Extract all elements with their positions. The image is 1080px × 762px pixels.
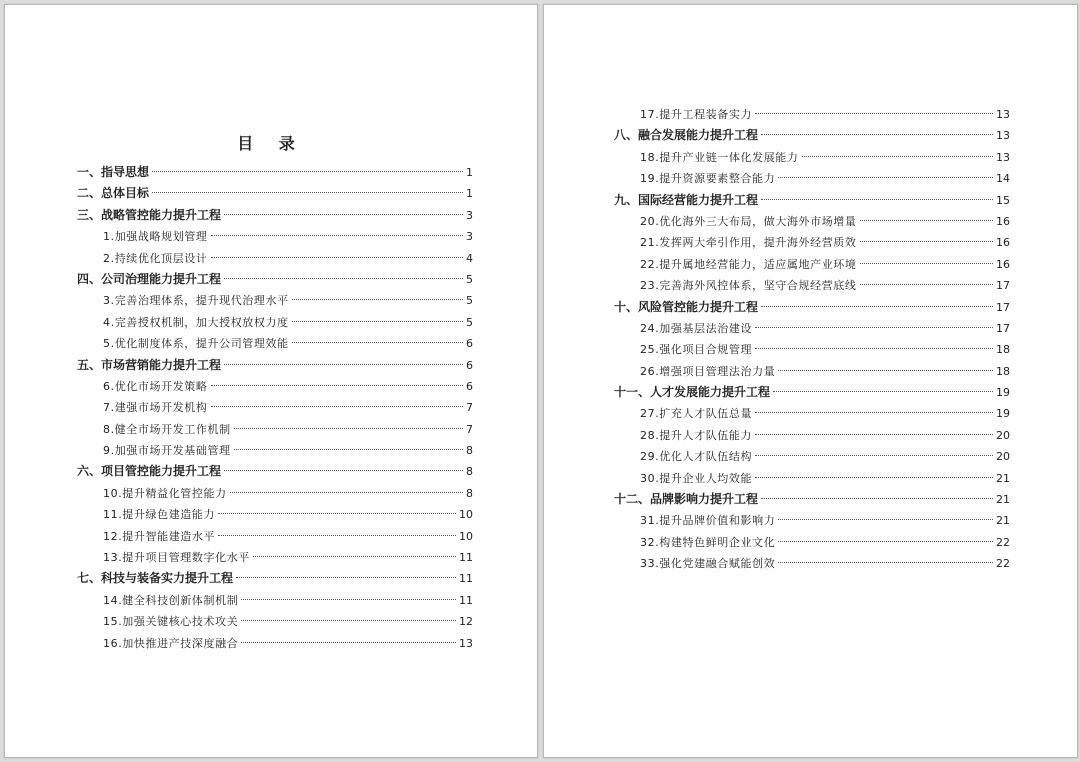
toc-page-number: 18 (996, 343, 1010, 357)
toc-page-number: 6 (466, 337, 473, 351)
toc-page-number: 5 (466, 294, 473, 308)
toc-subentry[interactable] (614, 232, 1010, 253)
toc-subentry[interactable] (77, 611, 473, 632)
toc-subentry[interactable] (77, 633, 473, 654)
toc-subentry[interactable] (614, 361, 1010, 382)
toc-page-number: 10 (459, 508, 473, 522)
dot-leader (236, 577, 456, 578)
toc-entry-label: 十、风险管控能力提升工程 (614, 299, 759, 314)
left-page (4, 4, 538, 758)
dot-leader (761, 306, 993, 307)
dot-leader (761, 134, 993, 135)
toc-entry-label: 13.提升项目管理数字化水平 (103, 551, 250, 565)
dot-leader (778, 562, 993, 563)
toc-entry-label: 29.优化人才队伍结构 (640, 450, 753, 464)
toc-page-number: 6 (466, 358, 473, 372)
dot-leader (292, 299, 463, 300)
dot-leader (755, 412, 993, 413)
toc-entry-label: 六、项目管控能力提升工程 (77, 464, 222, 479)
toc-entry-label: 33.强化党建融合赋能创效 (640, 557, 776, 571)
toc-subentry[interactable] (77, 376, 473, 397)
toc-page-number: 17 (996, 321, 1010, 335)
dot-leader (755, 477, 993, 478)
dot-leader (802, 156, 994, 157)
toc-page-number: 20 (996, 450, 1010, 464)
toc-page-number: 11 (459, 551, 473, 565)
toc-subentry[interactable] (77, 526, 473, 547)
toc-entry-label: 12.提升智能建造水平 (103, 529, 216, 543)
toc-page-number: 11 (459, 593, 473, 607)
toc-subentry[interactable] (614, 403, 1010, 424)
toc-subentry[interactable] (614, 254, 1010, 275)
dot-leader (234, 428, 463, 429)
toc-subentry[interactable] (614, 211, 1010, 232)
toc-page-number: 16 (996, 214, 1010, 228)
toc-page-number: 22 (996, 557, 1010, 571)
toc-page-number: 19 (996, 386, 1010, 400)
toc-subentry[interactable] (614, 339, 1010, 360)
toc-subentry[interactable] (77, 290, 473, 311)
toc-entry-label: 26.增强项目管理法治力量 (640, 364, 776, 378)
toc-entry-label: 九、国际经营能力提升工程 (614, 192, 759, 207)
toc-page-number: 20 (996, 428, 1010, 442)
toc-page-number: 21 (996, 471, 1010, 485)
toc-entry-label: 19.提升资源要素整合能力 (640, 172, 776, 186)
dot-leader (211, 406, 464, 407)
toc-entry-label: 6.优化市场开发策略 (103, 379, 208, 393)
toc-list-left (77, 162, 473, 654)
toc-entry-label: 七、科技与装备实力提升工程 (77, 571, 234, 586)
dot-leader (230, 492, 463, 493)
toc-page-number: 13 (996, 150, 1010, 164)
toc-page-number: 21 (996, 493, 1010, 507)
toc-subentry[interactable] (77, 248, 473, 269)
toc-section[interactable] (77, 355, 473, 376)
toc-section[interactable] (614, 489, 1010, 510)
toc-page-number: 6 (466, 379, 473, 393)
toc-subentry[interactable] (77, 226, 473, 247)
dot-leader (778, 370, 993, 371)
toc-subentry[interactable] (614, 532, 1010, 553)
toc-subentry[interactable] (614, 468, 1010, 489)
toc-section[interactable] (614, 125, 1010, 146)
toc-subentry[interactable] (77, 419, 473, 440)
dot-leader (211, 235, 464, 236)
toc-entry-label: 32.构建特色鲜明企业文化 (640, 535, 776, 549)
toc-entry-label: 15.加强关键核心技术攻关 (103, 615, 239, 629)
toc-page-number: 1 (466, 166, 473, 179)
dot-leader (755, 113, 993, 114)
toc-entry-label: 25.强化项目合规管理 (640, 343, 753, 357)
toc-page-number: 11 (459, 572, 473, 586)
toc-subentry[interactable] (614, 446, 1010, 467)
toc-page-number: 3 (466, 230, 473, 244)
toc-entry-label: 十一、人才发展能力提升工程 (614, 385, 771, 400)
dot-leader (761, 498, 993, 499)
toc-section[interactable] (77, 461, 473, 482)
toc-page-number: 7 (466, 422, 473, 436)
toc-page-number: 5 (466, 272, 473, 286)
toc-entry-label: 23.完善海外风控体系，坚守合规经营底线 (640, 279, 857, 293)
toc-entry-label: 9.加强市场开发基础管理 (103, 444, 231, 458)
toc-entry-label: 30.提升企业人均效能 (640, 471, 753, 485)
toc-subentry[interactable] (77, 547, 473, 568)
toc-page-number: 14 (996, 172, 1010, 186)
dot-leader (218, 513, 456, 514)
toc-page-number: 1 (466, 187, 473, 201)
dot-leader (860, 241, 994, 242)
toc-page-number: 8 (466, 444, 473, 458)
toc-subentry[interactable] (77, 590, 473, 611)
dot-leader (152, 192, 463, 193)
toc-section[interactable] (77, 269, 473, 290)
toc-page-number: 22 (996, 535, 1010, 549)
dot-leader (292, 342, 463, 343)
dot-leader (773, 391, 993, 392)
toc-page-number: 16 (996, 236, 1010, 250)
dot-leader (224, 278, 463, 279)
toc-entry-label: 14.健全科技创新体制机制 (103, 593, 239, 607)
toc-section[interactable] (77, 162, 473, 183)
toc-entry-label: 四、公司治理能力提升工程 (77, 271, 222, 286)
toc-entry-label: 18.提升产业链一体化发展能力 (640, 150, 799, 164)
toc-subentry[interactable] (614, 510, 1010, 531)
dot-leader (234, 449, 463, 450)
dot-leader (860, 263, 994, 264)
toc-section[interactable] (77, 205, 473, 226)
dot-leader (224, 214, 463, 215)
toc-section[interactable] (614, 382, 1010, 403)
toc-entry-label: 2.持续优化顶层设计 (103, 251, 208, 265)
toc-page-number: 10 (459, 529, 473, 543)
toc-page-number: 7 (466, 401, 473, 415)
dot-leader (211, 257, 464, 258)
dot-leader (778, 177, 993, 178)
toc-page-number: 8 (466, 465, 473, 479)
toc-section[interactable] (77, 183, 473, 204)
toc-page-number: 12 (459, 615, 473, 629)
toc-entry-label: 31.提升品牌价值和影响力 (640, 514, 776, 528)
dot-leader (253, 556, 456, 557)
toc-subentry[interactable] (614, 104, 1010, 125)
toc-page-number: 15 (996, 193, 1010, 207)
toc-page-number: 17 (996, 279, 1010, 293)
dot-leader (755, 327, 993, 328)
dot-leader (755, 455, 993, 456)
toc-entry-label: 三、战略管控能力提升工程 (77, 207, 222, 222)
dot-leader (152, 171, 463, 172)
toc-subentry[interactable] (77, 440, 473, 461)
toc-subentry[interactable] (77, 333, 473, 354)
toc-entry-label: 一、指导思想 (77, 165, 150, 179)
toc-entry-label: 24.加强基层法治建设 (640, 321, 753, 335)
toc-subentry[interactable] (614, 318, 1010, 339)
dot-leader (241, 620, 456, 621)
toc-subentry[interactable] (614, 553, 1010, 574)
toc-entry-label: 1.加强战略规划管理 (103, 230, 208, 244)
dot-leader (241, 599, 456, 600)
toc-subentry[interactable] (614, 147, 1010, 168)
toc-entry-label: 22.提升属地经营能力，适应属地产业环境 (640, 257, 857, 271)
toc-entry-label: 16.加快推进产技深度融合 (103, 636, 239, 650)
toc-entry-label: 8.健全市场开发工作机制 (103, 422, 231, 436)
dot-leader (761, 199, 993, 200)
toc-page-number: 21 (996, 514, 1010, 528)
toc-entry-label: 27.扩充人才队伍总量 (640, 407, 753, 421)
toc-page-number: 3 (466, 208, 473, 222)
right-page (543, 4, 1078, 758)
dot-leader (224, 470, 463, 471)
toc-subentry[interactable] (614, 168, 1010, 189)
dot-leader (218, 535, 456, 536)
toc-entry-label: 4.完善授权机制，加大授权放权力度 (103, 315, 289, 329)
toc-section[interactable] (614, 190, 1010, 211)
toc-page-number: 13 (996, 129, 1010, 143)
toc-subentry[interactable] (77, 483, 473, 504)
toc-entry-label: 20.优化海外三大布局，做大海外市场增量 (640, 214, 857, 228)
toc-entry-label: 十二、品牌影响力提升工程 (614, 492, 759, 507)
dot-leader (860, 220, 994, 221)
toc-entry-label: 7.建强市场开发机构 (103, 401, 208, 415)
toc-page-number: 18 (996, 364, 1010, 378)
toc-entry-label: 17.提升工程装备实力 (640, 108, 753, 121)
dot-leader (224, 364, 463, 365)
dot-leader (778, 519, 993, 520)
dot-leader (211, 385, 464, 386)
dot-leader (778, 541, 993, 542)
toc-entry-label: 五、市场营销能力提升工程 (77, 357, 222, 372)
toc-page-number: 19 (996, 407, 1010, 421)
toc-section[interactable] (77, 568, 473, 589)
dot-leader (755, 348, 993, 349)
toc-page-number: 5 (466, 315, 473, 329)
toc-page-number: 17 (996, 300, 1010, 314)
toc-subentry[interactable] (614, 425, 1010, 446)
toc-subentry[interactable] (77, 504, 473, 525)
toc-page-number: 8 (466, 486, 473, 500)
toc-entry-label: 5.优化制度体系，提升公司管理效能 (103, 337, 289, 351)
toc-entry-label: 28.提升人才队伍能力 (640, 428, 753, 442)
dot-leader (860, 284, 994, 285)
toc-entry-label: 二、总体目标 (77, 186, 150, 201)
toc-subentry[interactable] (77, 312, 473, 333)
dot-leader (241, 642, 456, 643)
toc-entry-label: 21.发挥两大牵引作用，提升海外经营质效 (640, 236, 857, 250)
toc-page-number: 16 (996, 257, 1010, 271)
toc-page-number: 4 (466, 251, 473, 265)
toc-entry-label: 10.提升精益化管控能力 (103, 486, 227, 500)
toc-subentry[interactable] (614, 275, 1010, 296)
toc-entry-label: 11.提升绿色建造能力 (103, 508, 216, 522)
dot-leader (755, 434, 993, 435)
toc-list-right (614, 104, 1010, 575)
toc-page-number: 13 (996, 108, 1010, 121)
dot-leader (292, 321, 463, 322)
toc-section[interactable] (614, 297, 1010, 318)
toc-title: 目 录 (237, 134, 305, 153)
toc-entry-label: 3.完善治理体系，提升现代治理水平 (103, 294, 289, 308)
toc-subentry[interactable] (77, 397, 473, 418)
toc-entry-label: 八、融合发展能力提升工程 (614, 128, 759, 143)
toc-page-number: 13 (459, 636, 473, 650)
